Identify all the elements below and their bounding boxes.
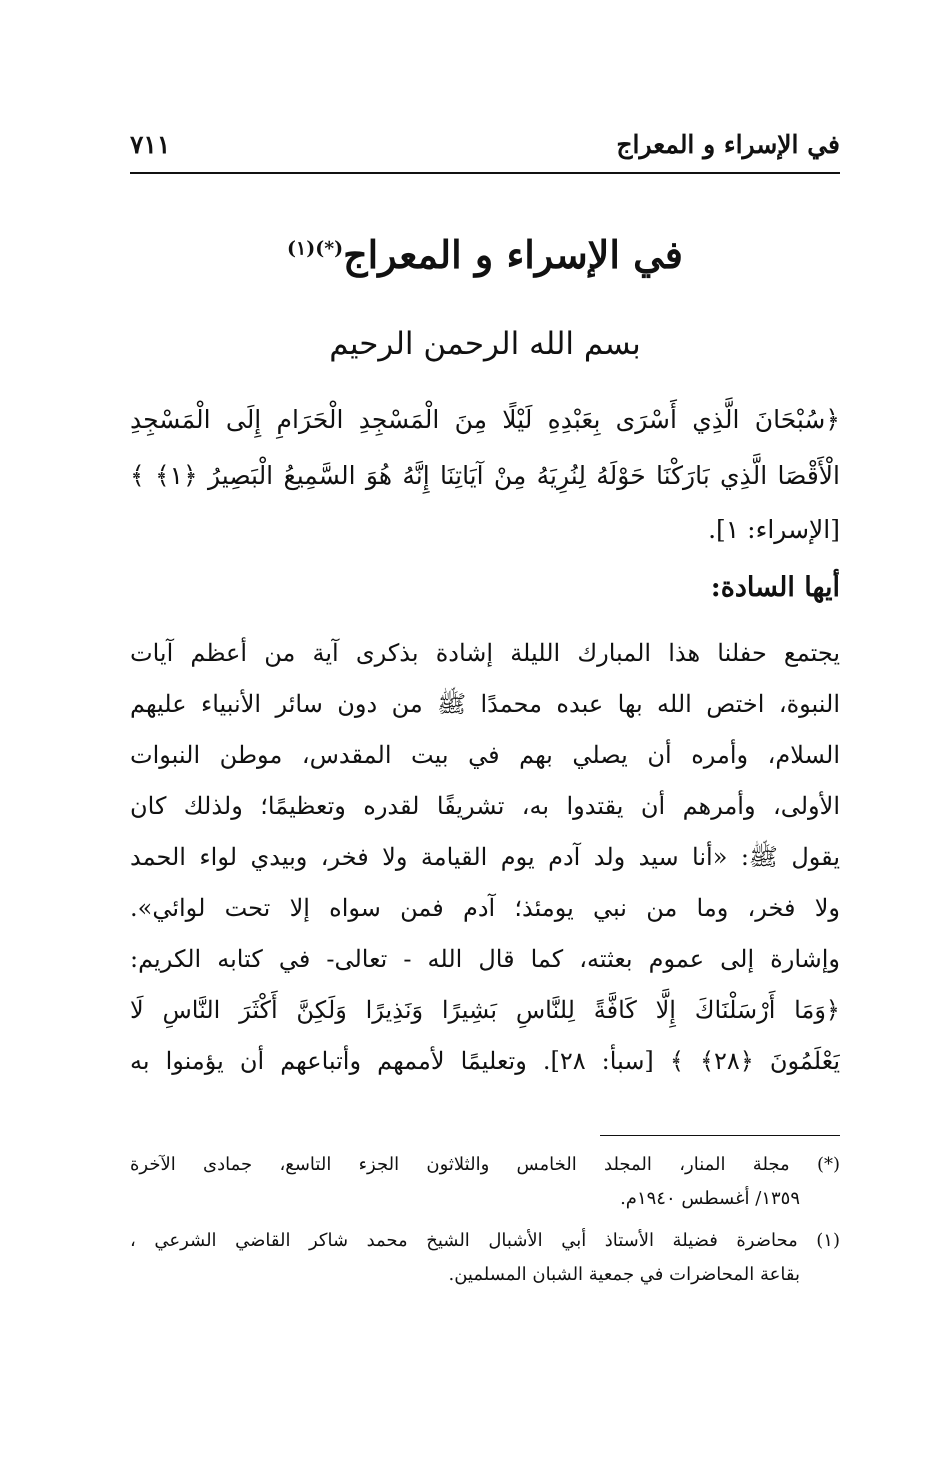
section-heading: أيها السادة: — [710, 572, 840, 603]
body-paragraph — [130, 628, 840, 1087]
body-verse-line: ﴿وَمَا أَرْسَلْنَاكَ إِلَّا كَافَّةً لِلنَّاسِ بَشِيرًا وَنَذِيرًا وَلَكِنَّ أَكْثَرَ النَّاسِ لَا — [130, 996, 840, 1024]
verse-reference: [الإسراء: ١]. — [708, 515, 840, 544]
chapter-title-text: في الإسراء و المعراج — [343, 232, 683, 277]
quran-verse — [130, 392, 840, 556]
body-line: ولا فخر، وما من نبي يومئذ؛ آدم فمن سواه إلا تحت لوائي». — [130, 894, 840, 922]
body-line: يجتمع حفلنا هذا المبارك الليلة إشادة بذكرى آية من أعظم آيات — [130, 639, 840, 667]
footnotes — [130, 1148, 840, 1292]
body-line: الأولى، وأمرهم أن يقتدوا به، تشريفًا لقدره وتعظيمًا؛ ولذلك كان — [130, 792, 840, 820]
running-head — [130, 124, 840, 166]
body-line: يَعْلَمُونَ ﴿٢٨﴾ ﴾ [سبأ: ٢٨]. وتعليمًا لأممهم وأتباعهم أن يؤمنوا به — [130, 1047, 840, 1075]
running-title: في الإسراء و المعراج — [616, 130, 840, 159]
footnote-line: بقاعة المحاضرات في جمعية الشبان المسلمين. — [448, 1264, 800, 1285]
footnote-line: (١) محاضرة فضيلة الأستاذ أبي الأشبال الشيخ محمد شاكر القاضي الشرعي ، — [130, 1230, 840, 1251]
footnote-line: (*) مجلة المنار، المجلد الخامس والثلاثون الجزء التاسع، جمادى الآخرة — [130, 1154, 840, 1175]
footnote-one — [130, 1224, 840, 1292]
body-line: يقول ﷺ: «أنا سيد ولد آدم يوم القيامة ولا فخر، وبيدي لواء الحمد — [130, 843, 840, 871]
verse-line: الْأَقْصَا الَّذِي بَارَكْنَا حَوْلَهُ لِنُرِيَهُ مِنْ آيَاتِنَا إِنَّهُ هُوَ السَّمِيعُ الْبَصِيرُ ﴿١﴾ ﴾ — [130, 461, 840, 490]
verse-line: ﴿سُبْحَانَ الَّذِي أَسْرَى بِعَبْدِهِ لَيْلًا مِنَ الْمَسْجِدِ الْحَرَامِ إِلَى الْمَسْجِدِ — [130, 405, 840, 434]
footnote-marks: (*)(١) — [287, 237, 344, 260]
footnote-star — [130, 1148, 840, 1216]
body-line: السلام، وأمره أن يصلي بهم في بيت المقدس، موطن النبوات — [130, 741, 840, 769]
body-line: وإشارة إلى عموم بعثته، كما قال الله - تعالى- في كتابه الكريم: — [130, 945, 840, 973]
footnote-rule — [600, 1135, 840, 1136]
basmala: بسم الله الرحمن الرحيم — [329, 326, 641, 362]
chapter-title — [130, 232, 840, 277]
page-number: ٧١١ — [130, 130, 171, 159]
footnote-line: ١٣٥٩/ أغسطس ١٩٤٠م. — [620, 1188, 800, 1209]
body-line: النبوة، اختص الله بها عبده محمدًا ﷺ من دون سائر الأنبياء عليهم — [130, 690, 840, 718]
header-rule — [130, 172, 840, 174]
